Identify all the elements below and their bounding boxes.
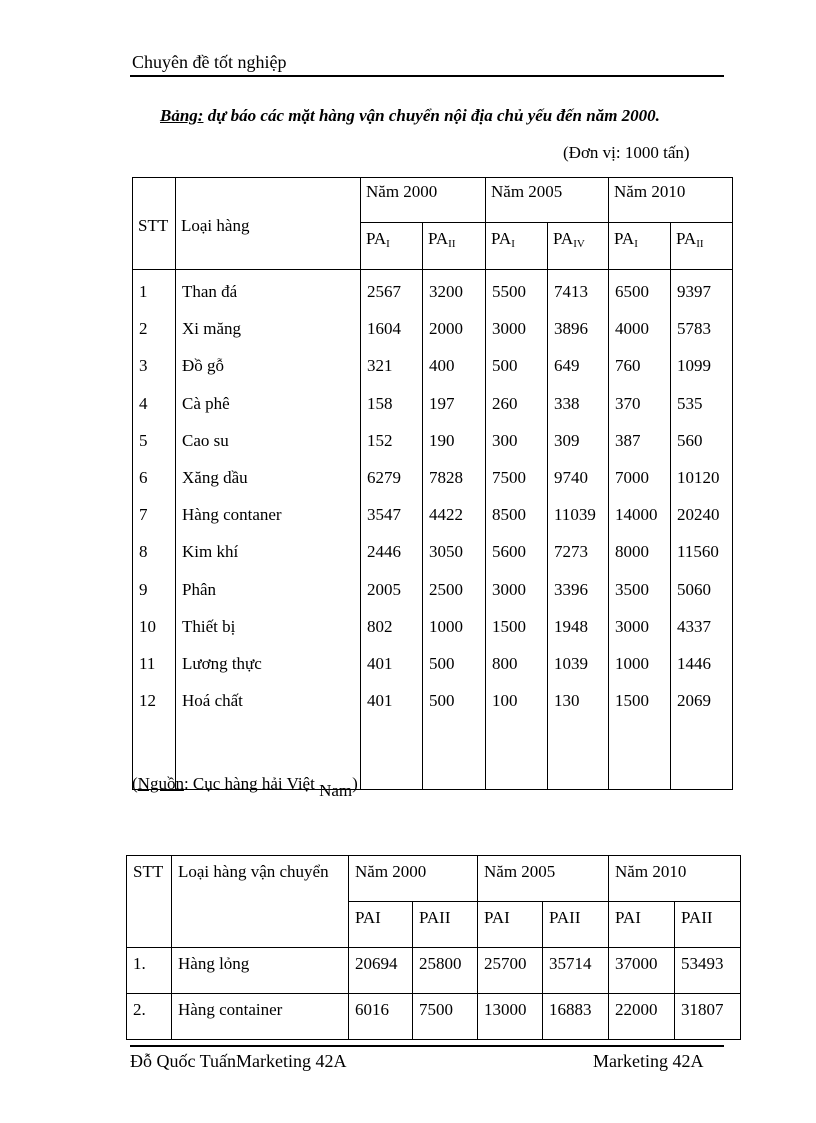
value-cell: 3050 [429,542,463,562]
row-number: 2 [139,319,148,339]
value-cell: 22000 [609,994,675,1040]
footer-class: Marketing 42A [593,1051,704,1071]
value-cell: 3000 [492,319,527,339]
year-header: Năm 2010 [609,178,733,223]
value-cell: 9740 [554,467,589,487]
value-cell: 152 [367,430,393,450]
value-cell: 760 [615,356,641,376]
source-text: : Cục hàng hải Việt [183,774,320,793]
scenario-label: PA [366,229,387,248]
year-header: Năm 2000 [361,178,486,223]
item-name: Cao su [182,430,229,450]
scenario-header: PAII [543,902,609,948]
forecast-table [132,177,733,790]
stt-column [133,270,176,790]
value-cell: 1000 [429,616,463,636]
header-rule [130,75,724,77]
scenario-header [361,223,423,270]
scenario-header [486,223,548,270]
value-cell: 4337 [677,616,712,636]
value-cell: 53493 [675,948,741,994]
source-label: Nguồn [137,774,184,793]
row-number: 8 [139,542,148,562]
value-cell: 6016 [349,994,413,1040]
item-name: Hàng lỏng [172,948,349,994]
year-header: Năm 2005 [486,178,609,223]
value-cell: 309 [554,430,580,450]
row-number: 5 [139,430,148,450]
value-cell: 35714 [543,948,609,994]
value-cell: 3000 [615,616,650,636]
value-cell: 802 [367,616,393,636]
value-cell: 6500 [615,282,650,301]
source-open: ( [132,774,138,793]
value-cell: 7413 [554,282,589,301]
row-number: 11 [139,653,156,673]
value-cell: 7500 [492,467,527,487]
scenario-index: IV [573,238,585,250]
value-cell: 4422 [429,505,463,525]
scenario-header [548,223,609,270]
table-row [127,948,741,994]
item-name: Phân [182,579,216,599]
scenario-index: I [511,238,515,250]
value-cell: 7500 [413,994,478,1040]
value-cell: 1500 [615,691,650,711]
item-column [176,270,361,790]
value-cell: 100 [492,691,518,711]
value-cell: 560 [677,430,703,450]
scenario-index: I [634,238,638,250]
value-cell: 11039 [554,505,596,525]
item-name: Hàng container [172,994,349,1040]
value-cell: 500 [429,691,455,711]
value-column [423,270,486,790]
footer-author: Đỗ Quốc TuấnMarketing 42A [130,1051,347,1071]
value-cell: 2500 [429,579,463,599]
value-cell: 3000 [492,579,527,599]
scenario-label: PA [676,229,697,248]
item-name: Lương thực [182,653,262,673]
item-name: Xăng dầu [182,467,248,487]
footer-rule [130,1045,724,1047]
value-cell: 25800 [413,948,478,994]
value-cell: 321 [367,356,393,376]
source-close: ) [352,774,358,793]
value-cell: 2567 [367,282,401,301]
value-cell: 13000 [478,994,543,1040]
stt-header: STT [127,856,172,948]
scenario-header: PAI [478,902,543,948]
scenario-header [423,223,486,270]
value-cell: 401 [367,653,393,673]
value-column [671,270,733,790]
value-cell: 197 [429,393,455,413]
value-cell: 5600 [492,542,527,562]
value-cell: 9397 [677,282,712,301]
table-row [127,994,741,1040]
scenario-header [671,223,733,270]
row-number: 9 [139,579,148,599]
row-number: 12 [139,691,156,711]
value-cell: 500 [429,653,455,673]
row-number: 1 [139,282,148,301]
scenario-header: PAI [609,902,675,948]
value-column [361,270,423,790]
value-column [486,270,548,790]
value-cell: 3200 [429,282,463,301]
unit-note: (Đơn vị: 1000 tấn) [563,143,690,162]
value-cell: 370 [615,393,641,413]
value-cell: 1039 [554,653,589,673]
scenario-header: PAII [413,902,478,948]
table-title [160,106,660,126]
value-cell: 130 [554,691,580,711]
scenario-label: PA [614,229,635,248]
source-note [132,774,358,800]
value-column [609,270,671,790]
value-cell: 11560 [677,542,719,562]
value-cell: 1099 [677,356,712,376]
value-cell: 7000 [615,467,650,487]
value-cell: 649 [554,356,580,376]
value-cell: 500 [492,356,518,376]
value-cell: 4000 [615,319,650,339]
item-header: Loại hàng vận chuyển [172,856,349,948]
row-number: 2. [127,994,172,1040]
item-name: Đồ gỗ [182,356,225,376]
value-cell: 1000 [615,653,650,673]
row-number: 3 [139,356,148,376]
value-cell: 3500 [615,579,650,599]
value-cell: 20240 [677,505,720,525]
value-cell: 1446 [677,653,712,673]
value-cell: 8500 [492,505,527,525]
scenario-header [609,223,671,270]
value-cell: 158 [367,393,393,413]
value-cell: 7828 [429,467,463,487]
item-name: Thiết bị [182,616,236,636]
row-number: 7 [139,505,148,525]
value-cell: 400 [429,356,455,376]
value-cell: 2005 [367,579,401,599]
cargo-type-table [126,855,741,1040]
row-number: 1. [127,948,172,994]
page-header: Chuyên đề tốt nghiệp [132,52,287,72]
scenario-label: PA [553,229,574,248]
item-name: Hàng contaner [182,505,282,525]
year-header: Năm 2000 [349,856,478,902]
scenario-index: I [386,238,390,250]
item-name: Hoá chất [182,691,243,711]
scenario-index: II [696,238,704,250]
value-column [548,270,609,790]
year-header: Năm 2005 [478,856,609,902]
value-cell: 10120 [677,467,720,487]
stt-header: STT [133,178,176,270]
value-cell: 535 [677,393,703,413]
value-cell: 3396 [554,579,589,599]
scenario-index: II [448,238,456,250]
value-cell: 37000 [609,948,675,994]
scenario-label: PA [491,229,512,248]
value-cell: 1500 [492,616,527,636]
title-text: dự báo các mặt hàng vận chuyển nội địa chủ yếu đến năm 2000. [203,106,660,125]
scenario-label: PA [428,229,449,248]
row-number: 4 [139,393,148,413]
value-cell: 25700 [478,948,543,994]
value-cell: 3547 [367,505,401,525]
item-name: Kim khí [182,542,239,562]
value-cell: 190 [429,430,455,450]
value-cell: 2069 [677,691,712,711]
value-cell: 2446 [367,542,401,562]
year-header: Năm 2010 [609,856,741,902]
value-cell: 5060 [677,579,712,599]
item-header: Loại hàng [176,178,361,270]
value-cell: 5783 [677,319,712,339]
value-cell: 1948 [554,616,589,636]
item-name: Than đá [182,282,238,301]
value-cell: 14000 [615,505,658,525]
value-cell: 401 [367,691,393,711]
value-cell: 2000 [429,319,463,339]
value-cell: 5500 [492,282,527,301]
value-cell: 800 [492,653,518,673]
value-cell: 20694 [349,948,413,994]
value-cell: 3896 [554,319,589,339]
row-number: 10 [139,616,156,636]
value-cell: 300 [492,430,518,450]
item-name: Cà phê [182,393,230,413]
scenario-header: PAII [675,902,741,948]
row-number: 6 [139,467,148,487]
value-cell: 16883 [543,994,609,1040]
value-cell: 6279 [367,467,401,487]
source-tail: Nam [319,781,353,800]
title-label: Bảng: [160,106,204,125]
value-cell: 7273 [554,542,589,562]
value-cell: 260 [492,393,518,413]
value-cell: 338 [554,393,580,413]
item-name: Xi măng [182,319,242,339]
value-cell: 8000 [615,542,650,562]
scenario-header: PAI [349,902,413,948]
value-cell: 1604 [367,319,401,339]
value-cell: 387 [615,430,641,450]
value-cell: 31807 [675,994,741,1040]
